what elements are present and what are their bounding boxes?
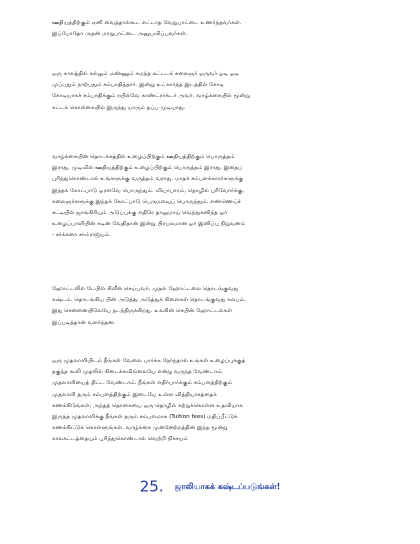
paragraph-life-stages: வாழ்க்கையின் தொடக்கத்தில் உழைப்பிற்கும் ஊதியத்திற்கும் பொருத்தம் இராது. முடிவில் ஊதியத்திற்கும் உழைப்பிற்கும் பொருத்தம் இராது. இதைப் புரிந்துகொண்டால் உங்களுக்கு வருத்தம் வராது. மாதச் சம்பளக்காரர்களுக்கு இந்தக் கோட்பாடு ஓரளவே பொருந்தும். வியாபாரம், தொழில் புரிவோர்க்கு, கலைஞர்களுக்கு இந்தக் கோட்பாடு பெருமளவுப் பொருந்தும். எண்ணெய்ச் சட்டியில் ஜாங்கிரியும் அடுப்புக்கு எதிரே தாலுமாய் வெந்துகனிந்த ஓர் உழைப்பாளியின் கடின வேதிதான் இன்று பிரபலமான ஓர் இனிப்பு நிறுவனம் - சர்க்கரை சாம்ராஜ்யம்.	[52, 154, 246, 239]
section-title: ஜாலியாகக் கஷ்டப்படுங்கள்!	[174, 481, 281, 491]
paragraph-wages-gap: ஊதியத்திற்கும் ஏனி வைத்தால்கூட எட்டாத வேறுபாட்டை உணர்ந்தவர்கள். இப்போதோ அதன் மாறுபாட்டை அனுபவிப்பவர்கள்.	[52, 20, 242, 38]
paragraph-hotel-example: ஹோட்டலில் டேபிள் கிளீன் செய்பவர், முதல் ஹோட்டலை தொடங்குவது கஷ்டம். தொடங்கிய பின் அடுத்து அடுத்துக் கிளைகள் தொடங்குவது சுலபம். இது சென்னையிலேயே நடந்திருக்கிறது. உலகின் செயின் ஹோட்டல்கள் இப்படித்தான் வளர்ந்தன.	[52, 286, 246, 326]
section-heading	[0, 476, 420, 496]
section-number: 25.	[139, 477, 164, 496]
paragraph-building-artist: ஒரு காலத்தில் கல்லும் மண்ணும் சுமந்த கட்டடக் கலைஞர் ஒருவர் ஓடி ஓடி முப்பதும் நாற்பதும் சம்பாதித்தார். இன்று உட்கார்ந்த இடத்தில் கோடி கோடியாகச் சம்பாதிக்கும் ரயில்வே காண்ட்ராக்டர் அவர். வாழ்க்கையில் மூன்று கட்டக் கொள்கையில் இருந்து யாரும் தப்ப முடியாது.	[52, 71, 250, 111]
paragraph-employer-advice: ஒரு முதலாளியிடம் நீங்கள் வேலை பார்க்க நேர்ந்தால் உங்கள் உழைப்புக்குத் தகுந்த கூலி முதலில் கிடைக்கவில்லையே என்று வருந்த வேண்டாம். முதலாளியைத் திட்ட வேண்டாம். நீங்கள் எதிர்பார்க்கும் சம்பளத்திற்கும் முதலாளி தரும் சம்பளத்திற்கும் இடையே உள்ள வித்தியாசத்தைக் கணக்கிடுங்கள்; அந்தத் தொகையை ஒரு தொழில் கற்றுக்கொள்ள உதவியாக இருந்த முதலாளிக்கு நீங்கள் தரும் சம்பளமாக (Tuition fees) மதிப்பீட்டுக் கணக்கிட்டுக் கொள்ளுங்கள். வாழ்க்கை முன்னேற்றத்தின் இந்த மூன்று காலகட்டத்தையும் புரிந்துகொண்டால் வெற்றி நிச்சயம்	[52, 358, 246, 443]
